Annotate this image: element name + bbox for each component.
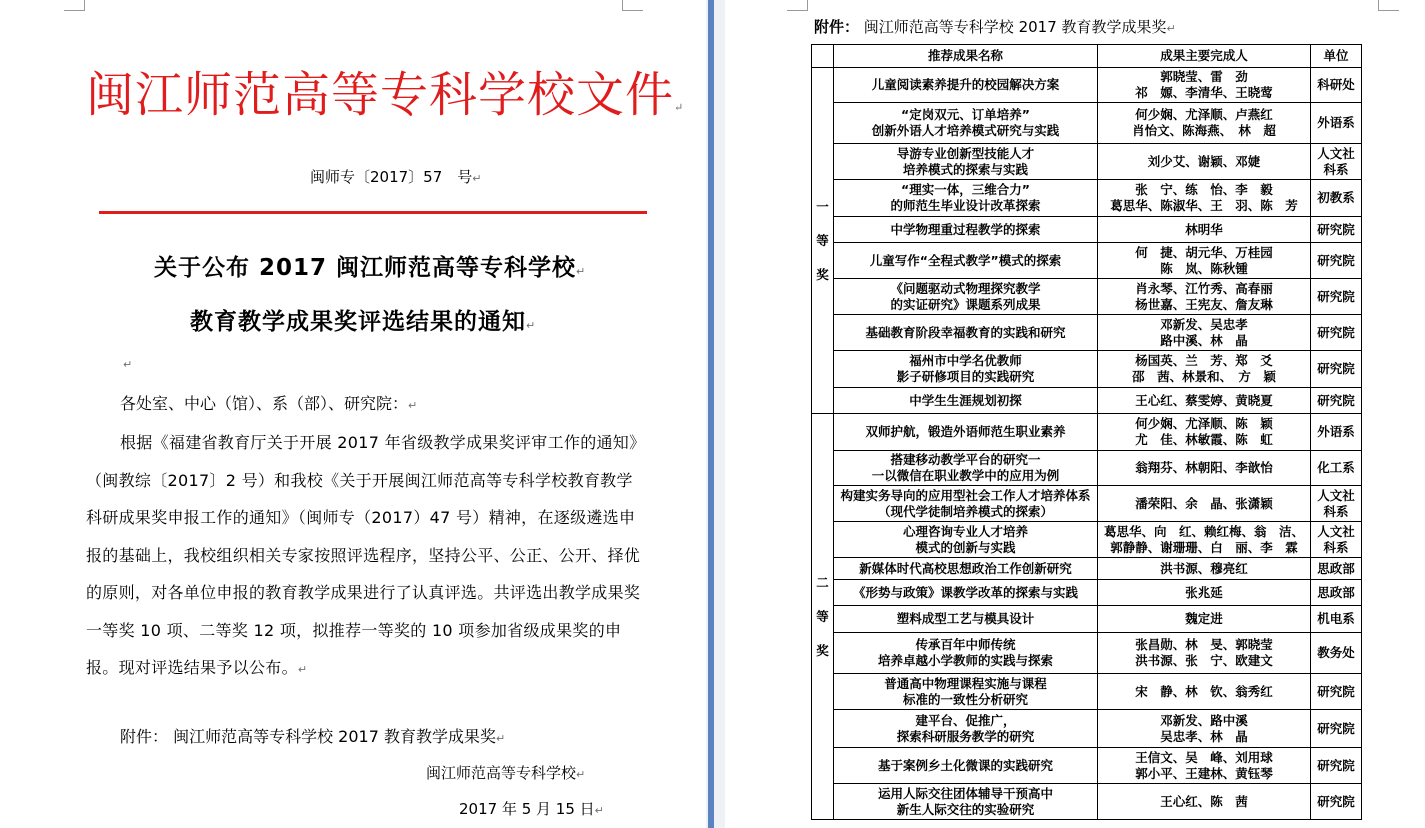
header-achievement-name: 推荐成果名称: [834, 45, 1098, 68]
table-row: [812, 68, 1362, 103]
table-row: [812, 522, 1362, 558]
unit-cell: [1311, 558, 1362, 580]
second-prize-grade-label: [812, 414, 834, 820]
contributors-cell: [1098, 243, 1311, 279]
achievement-name-line: 心理咨询专业人才培养: [902, 523, 1028, 539]
achievement-name-line: 塑料成型工艺与模具设计: [896, 611, 1035, 626]
achievement-name-cell: [834, 580, 1098, 606]
table-row: [812, 674, 1362, 710]
contributors-cell: [1098, 606, 1311, 633]
table-row: [812, 217, 1362, 243]
achievement-name-line: 基础教育阶段幸福教育的实践和研究: [865, 324, 1066, 340]
unit-line: 研究院: [1317, 324, 1355, 340]
contributors-line: 祁 嫄、李清华、王晓莺: [1135, 85, 1273, 100]
contributors-line: 林明华: [1185, 221, 1223, 237]
table-row: [812, 144, 1362, 180]
table-row: [812, 486, 1362, 522]
unit-cell: [1311, 180, 1362, 217]
contributors-cell: [1098, 414, 1311, 451]
unit-cell: [1311, 144, 1362, 180]
unit-cell: [1311, 414, 1362, 451]
table-row: [812, 388, 1362, 414]
achievement-name-line: 标准的一致性分析研究: [902, 691, 1028, 707]
unit-line: 人文社: [1317, 523, 1355, 539]
unit-line: 研究院: [1317, 392, 1355, 408]
achievement-name-cell: [834, 103, 1098, 144]
achievement-name-cell: [834, 388, 1098, 414]
document-number: 闽师专〔2017〕57 号↵: [310, 168, 482, 186]
achievement-name-line: 探索科研服务教学的研究: [896, 728, 1035, 744]
contributors-cell: [1098, 451, 1311, 486]
achievement-name-line: “定岗双元、订单培养”: [901, 107, 1030, 122]
contributors-line: 张 宁、练 怡、李 毅: [1135, 182, 1273, 197]
unit-line: 研究院: [1317, 361, 1355, 376]
achievement-name-line: 新生人际交往的实验研究: [896, 801, 1035, 817]
achievement-name-cell: [834, 451, 1098, 486]
achievement-name-line: 基于案例乡土化微课的实践研究: [877, 757, 1053, 773]
achievement-name-cell: [834, 486, 1098, 522]
achievement-name-line: 《形势与政策》课教学改革的探索与实践: [852, 584, 1078, 600]
contributors-line: 宋 静、林 钦、翁秀红: [1135, 683, 1273, 699]
table-row: [812, 451, 1362, 486]
achievement-name-line: 搭建移动教学平台的研究一: [890, 452, 1041, 467]
unit-line: 外语系: [1317, 424, 1355, 439]
issue-date: 2017 年 5 月 15 日↵: [459, 800, 604, 818]
achievement-name-line: “理实一体，三维合力”: [901, 182, 1030, 197]
achievement-name-cell: [834, 243, 1098, 279]
achievement-name-cell: [834, 522, 1098, 558]
unit-line: 研究院: [1317, 793, 1355, 809]
unit-cell: [1311, 710, 1362, 748]
contributors-line: 王心红、蔡雯婷、黄晓夏: [1135, 392, 1273, 408]
contributors-line: 葛思华、陈淑华、王 羽、陈 芳: [1110, 198, 1298, 213]
grade-label-char: 等: [816, 232, 829, 248]
contributors-line: 邓新发、吴忠孝: [1160, 316, 1248, 332]
page-divider-bar: [708, 0, 714, 828]
achievement-name-line: 培养卓越小学教师的实践与探索: [877, 653, 1053, 668]
unit-line: 初教系: [1317, 190, 1355, 205]
contributors-cell: [1098, 180, 1311, 217]
unit-line: 人文社: [1317, 145, 1355, 161]
grade-label-char: 二: [816, 574, 829, 590]
achievement-name-cell: [834, 784, 1098, 820]
contributors-line: 陈 岚、陈秋锺: [1160, 260, 1248, 276]
contributors-cell: [1098, 674, 1311, 710]
achievement-name-line: 一以微信在职业教学中的应用为例: [871, 468, 1060, 483]
achievement-name-cell: [834, 68, 1098, 103]
contributors-line: 郭小平、王建林、黄钰琴: [1135, 765, 1273, 781]
contributors-cell: [1098, 279, 1311, 315]
achievement-name-line: 普通高中物理课程实施与课程: [884, 675, 1047, 691]
contributors-line: 翁翔芬、林朝阳、李歆怡: [1135, 460, 1273, 475]
achievement-name-line: （现代学徒制培养模式的探索）: [877, 503, 1053, 519]
unit-cell: [1311, 451, 1362, 486]
table-header-row: [812, 45, 1362, 68]
achievement-name-line: 传承百年中师传统: [915, 637, 1016, 652]
contributors-line: 郭晓莹、雷 劲: [1160, 69, 1248, 84]
unit-cell: [1311, 68, 1362, 103]
table-row: [812, 103, 1362, 144]
unit-cell: [1311, 784, 1362, 820]
contributors-line: 王信文、吴 峰、刘用球: [1135, 749, 1273, 765]
achievement-name-cell: [834, 351, 1098, 388]
page-corner-mark: [1378, 0, 1399, 11]
unit-cell: [1311, 522, 1362, 558]
awards-table: [811, 44, 1362, 820]
contributors-line: 张昌勋、林 旻、郭晓莹: [1135, 637, 1273, 652]
first-prize-grade-label: [812, 68, 834, 414]
contributors-line: 吴忠孝、林 晶: [1160, 728, 1248, 744]
header-main-contributors: 成果主要完成人: [1098, 45, 1311, 68]
table-row: [812, 180, 1362, 217]
unit-cell: [1311, 674, 1362, 710]
unit-line: 科系: [1323, 539, 1349, 555]
contributors-line: 杨国英、兰 芳、郑 爻: [1135, 353, 1273, 368]
achievement-name-line: 建平台、促推广，: [915, 712, 1016, 728]
unit-line: 研究院: [1317, 252, 1355, 268]
table-row: [812, 710, 1362, 748]
paragraph-mark: ↵: [123, 358, 133, 371]
table-row: [812, 784, 1362, 820]
achievement-name-line: 中学生生涯规划初探: [909, 392, 1022, 408]
page-corner-mark: [64, 0, 85, 11]
table-row: [812, 606, 1362, 633]
unit-line: 外语系: [1317, 115, 1355, 130]
table-row: [812, 748, 1362, 784]
grade-label-char: 奖: [816, 642, 829, 658]
contributors-line: 邓新发、路中溪: [1160, 712, 1248, 728]
unit-line: 机电系: [1317, 611, 1355, 626]
achievement-name-line: 培养模式的探索与实践: [902, 161, 1028, 177]
contributors-cell: [1098, 103, 1311, 144]
header-blank-cell: [812, 45, 834, 68]
grade-label-char: 一: [816, 198, 829, 214]
unit-line: 思政部: [1317, 584, 1355, 600]
document-red-header: 闽江师范高等专科学校文件↵: [86, 67, 685, 123]
contributors-line: 郭静静、谢珊珊、白 丽、李 霖: [1110, 539, 1298, 555]
achievement-name-line: 新媒体时代高校思想政治工作创新研究: [859, 560, 1072, 576]
unit-line: 研究院: [1317, 757, 1355, 773]
unit-line: 科系: [1323, 503, 1349, 519]
contributors-line: 魏定进: [1185, 611, 1223, 626]
grade-label-char: 等: [816, 608, 829, 624]
achievement-name-cell: [834, 748, 1098, 784]
contributors-cell: [1098, 633, 1311, 674]
table-row: [812, 558, 1362, 580]
table-row: [812, 351, 1362, 388]
achievement-name-cell: [834, 414, 1098, 451]
grade-label-char: 奖: [816, 266, 829, 282]
achievement-name-line: 儿童阅读素养提升的校园解决方案: [871, 77, 1060, 92]
table-row: [812, 279, 1362, 315]
contributors-line: 尤 佳、林敏霞、陈 虹: [1135, 432, 1273, 447]
red-divider-line: [99, 211, 647, 214]
achievement-name-line: 创新外语人才培养模式研究与实践: [871, 123, 1060, 138]
unit-line: 研究院: [1317, 720, 1355, 736]
header-unit: 单位: [1311, 45, 1362, 68]
contributors-line: 潘荣阳、余 晶、张潇颖: [1135, 495, 1273, 511]
table-row: [812, 633, 1362, 674]
issuer-signature: 闽江师范高等专科学校↵: [426, 764, 586, 782]
contributors-cell: [1098, 580, 1311, 606]
unit-cell: [1311, 351, 1362, 388]
contributors-cell: [1098, 351, 1311, 388]
achievement-name-line: 《问题驱动式物理探究教学: [890, 280, 1041, 296]
contributors-cell: [1098, 315, 1311, 351]
unit-cell: [1311, 217, 1362, 243]
achievement-name-line: 中学物理重过程教学的探索: [890, 221, 1041, 237]
achievement-name-cell: [834, 710, 1098, 748]
contributors-line: 何 捷、胡元华、万桂园: [1135, 244, 1273, 260]
table-row: [812, 414, 1362, 451]
achievement-name-line: 的师范生毕业设计改革探索: [890, 198, 1041, 213]
unit-line: 科系: [1323, 161, 1349, 177]
achievement-name-cell: [834, 279, 1098, 315]
unit-line: 科研处: [1317, 77, 1355, 92]
contributors-cell: [1098, 710, 1311, 748]
contributors-line: 葛思华、向 红、赖红梅、翁 洁、: [1103, 523, 1304, 539]
achievement-name-line: 影子研修项目的实践研究: [896, 369, 1035, 384]
unit-line: 教务处: [1317, 645, 1355, 660]
achievement-name-cell: [834, 315, 1098, 351]
contributors-cell: [1098, 558, 1311, 580]
contributors-cell: [1098, 522, 1311, 558]
achievement-name-cell: [834, 633, 1098, 674]
achievement-name-line: 双师护航，锻造外语师范生职业素养: [865, 424, 1066, 439]
contributors-line: 洪书源、张 宁、欧建文: [1135, 653, 1273, 668]
contributors-line: 何少娴、尤泽顺、陈 颖: [1135, 416, 1273, 431]
achievement-name-cell: [834, 606, 1098, 633]
unit-cell: [1311, 279, 1362, 315]
contributors-line: 何少娴、尤泽顺、卢燕红: [1135, 107, 1273, 122]
achievement-name-line: 儿童写作“全程式教学”模式的探索: [869, 252, 1062, 268]
contributors-cell: [1098, 144, 1311, 180]
contributors-line: 邵 茜、林景和、 方 颖: [1132, 369, 1276, 384]
page-corner-mark: [787, 0, 808, 11]
unit-cell: [1311, 486, 1362, 522]
attachment-note: 附件： 闽江师范高等专科学校 2017 教育教学成果奖↵: [120, 727, 506, 746]
unit-cell: [1311, 748, 1362, 784]
achievement-name-line: 的实证研究》课题系列成果: [890, 296, 1041, 312]
page-corner-mark: [622, 0, 643, 11]
contributors-cell: [1098, 748, 1311, 784]
achievement-name-line: 运用人际交往团体辅导干预高中: [877, 785, 1053, 801]
table-row: [812, 315, 1362, 351]
notice-body-paragraph: 根据《福建省教育厅关于开展 2017 年省级教学成果奖评审工作的通知》（闽教综〔2017〕2 号）和我校《关于开展闽江师范高等专科学校教育教学科研成果奖申报工作的通知》（闽师专（2017）47 号）精神，在逐级遴选申报的基础上，我校组织相关专家按照评选程序，坚持公平、公正、公开、择优的原则，对各单位申报的教育教学成果进行了认真评选。共评选出教学成果奖一等奖 10 项、二等奖 12 项，拟推荐一等奖的 10 项参加省级成果奖的申报。现对评选结果予以公布。↵: [86, 433, 646, 677]
contributors-cell: [1098, 68, 1311, 103]
unit-cell: [1311, 243, 1362, 279]
contributors-line: 肖永琴、江竹秀、高春丽: [1135, 280, 1273, 296]
contributors-cell: [1098, 217, 1311, 243]
contributors-line: 张兆延: [1185, 584, 1223, 600]
contributors-cell: [1098, 486, 1311, 522]
salutation: 各处室、中心（馆）、系（部）、研究院：↵: [120, 394, 418, 413]
unit-line: 化工系: [1317, 460, 1355, 475]
unit-cell: [1311, 606, 1362, 633]
achievement-name-cell: [834, 144, 1098, 180]
contributors-cell: [1098, 388, 1311, 414]
unit-line: 思政部: [1317, 560, 1355, 576]
achievement-name-line: 导游专业创新型技能人才: [896, 145, 1035, 161]
contributors-line: 路中溪、林 晶: [1160, 332, 1248, 348]
unit-line: 研究院: [1317, 288, 1355, 304]
unit-cell: [1311, 633, 1362, 674]
achievement-name-line: 模式的创新与实践: [915, 539, 1016, 555]
contributors-cell: [1098, 784, 1311, 820]
achievement-name-cell: [834, 217, 1098, 243]
table-row: [812, 580, 1362, 606]
contributors-line: 洪书源、穆亮红: [1160, 560, 1248, 576]
unit-line: 研究院: [1317, 683, 1355, 699]
achievement-name-line: 福州市中学名优教师: [909, 353, 1022, 368]
unit-line: 研究院: [1317, 221, 1355, 237]
achievement-name-line: 构建实务导向的应用型社会工作人才培养体系: [840, 487, 1091, 503]
unit-cell: [1311, 580, 1362, 606]
contributors-line: 杨世嘉、王宪友、詹友琳: [1135, 296, 1273, 312]
notice-title-line-2: 教育教学成果奖评选结果的通知↵: [190, 309, 537, 335]
contributors-line: 肖怡文、陈海燕、 林 超: [1132, 123, 1276, 138]
contributors-line: 王心红、陈 茜: [1160, 793, 1248, 809]
unit-cell: [1311, 388, 1362, 414]
notice-title-line-1: 关于公布 2017 闽江师范高等专科学校↵: [154, 255, 587, 281]
achievement-name-cell: [834, 674, 1098, 710]
unit-cell: [1311, 103, 1362, 144]
unit-cell: [1311, 315, 1362, 351]
achievement-name-cell: [834, 180, 1098, 217]
table-row: [812, 243, 1362, 279]
attachment-table-title: 附件： 闽江师范高等专科学校 2017 教育教学成果奖↵: [814, 18, 1176, 36]
achievement-name-cell: [834, 558, 1098, 580]
unit-line: 人文社: [1317, 487, 1355, 503]
contributors-line: 刘少艾、谢颖、邓婕: [1147, 153, 1261, 169]
